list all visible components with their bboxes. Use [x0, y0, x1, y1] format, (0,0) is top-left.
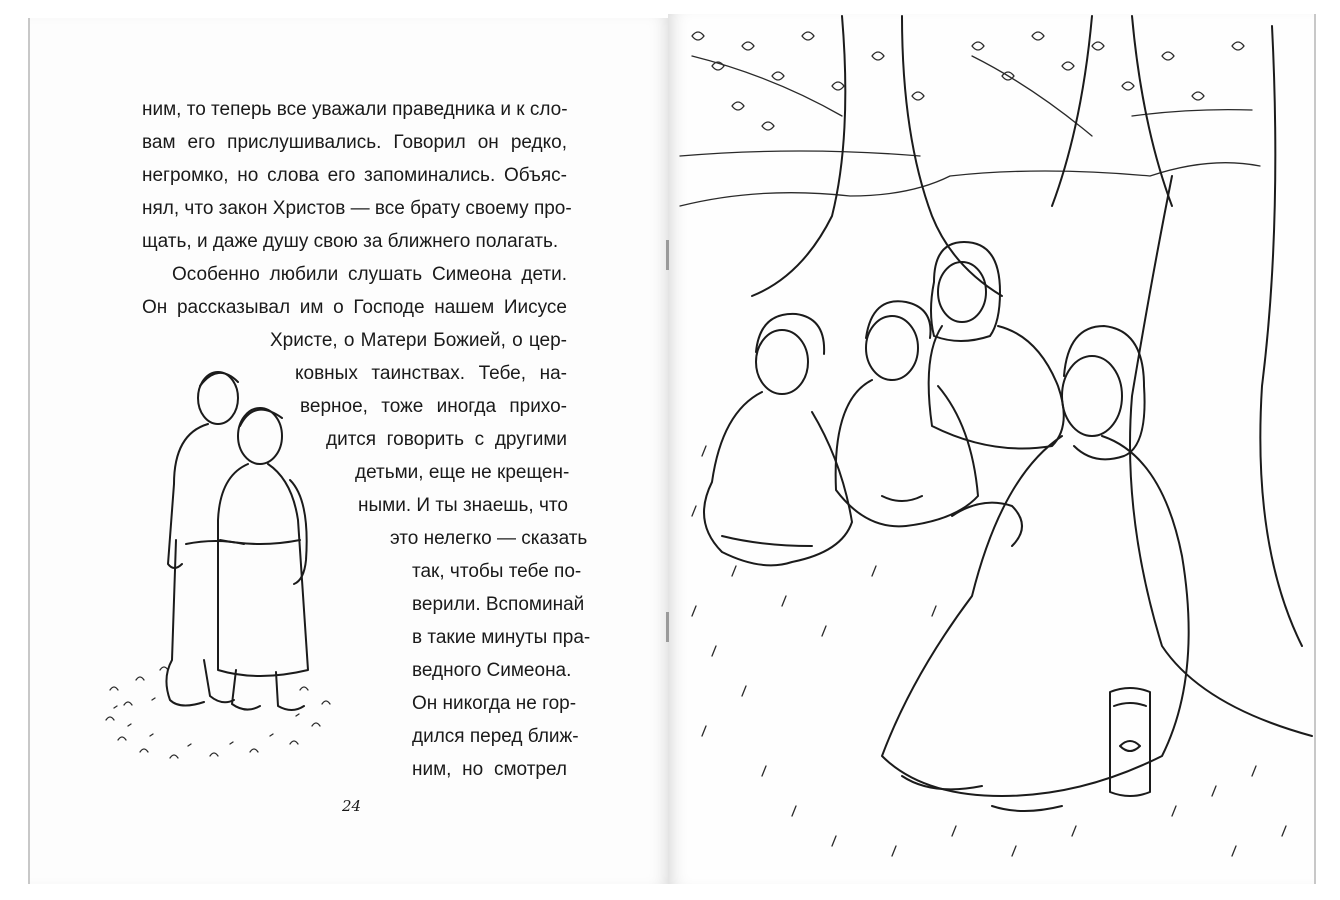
text-line: дился перед ближ- — [412, 726, 579, 747]
text-line: вам его прислушивались. Говорил он редко, — [142, 132, 567, 153]
text-line: ведного Симеона. — [412, 660, 572, 681]
text-line: верное, тоже иногда прихо- — [300, 396, 567, 417]
text-line: щать, и даже душу свою за ближнего полагать. — [142, 231, 559, 252]
text-line: верили. Вспоминай — [412, 594, 585, 615]
text-line: в такие минуты пра- — [412, 627, 591, 648]
text-line: Особенно любили слушать Симеона дети. — [172, 264, 567, 285]
text-line: негромко, но слова его запоминались. Объяс- — [142, 165, 567, 186]
text-line: дится говорить с другими — [326, 429, 567, 450]
binding-stitch — [666, 240, 669, 270]
binding-stitch — [666, 612, 669, 642]
text-line: ним, то теперь все уважали праведника и к сло- — [142, 99, 568, 120]
text-line: Христе, о Матери Божией, о цер- — [270, 330, 567, 351]
two-boys-illustration — [100, 360, 340, 770]
text-line: Он никогда не гор- — [412, 693, 577, 714]
page-number: 24 — [342, 797, 362, 815]
text-line: это нелегко — сказать — [390, 528, 588, 549]
text-line: нял, что закон Христов — все брату своему про- — [142, 198, 572, 219]
text-line: ными. И ты знаешь, что — [358, 495, 568, 516]
text-line: ним, но смотрел — [412, 759, 567, 780]
elder-with-children-illustration — [672, 16, 1312, 882]
text-line: ковных таинствах. Тебе, на- — [295, 363, 567, 384]
text-line: Он рассказывал им о Господе нашем Иисусе — [142, 297, 567, 318]
text-line: детьми, еще не крещен- — [355, 462, 570, 483]
text-line: так, чтобы тебе по- — [412, 561, 582, 582]
